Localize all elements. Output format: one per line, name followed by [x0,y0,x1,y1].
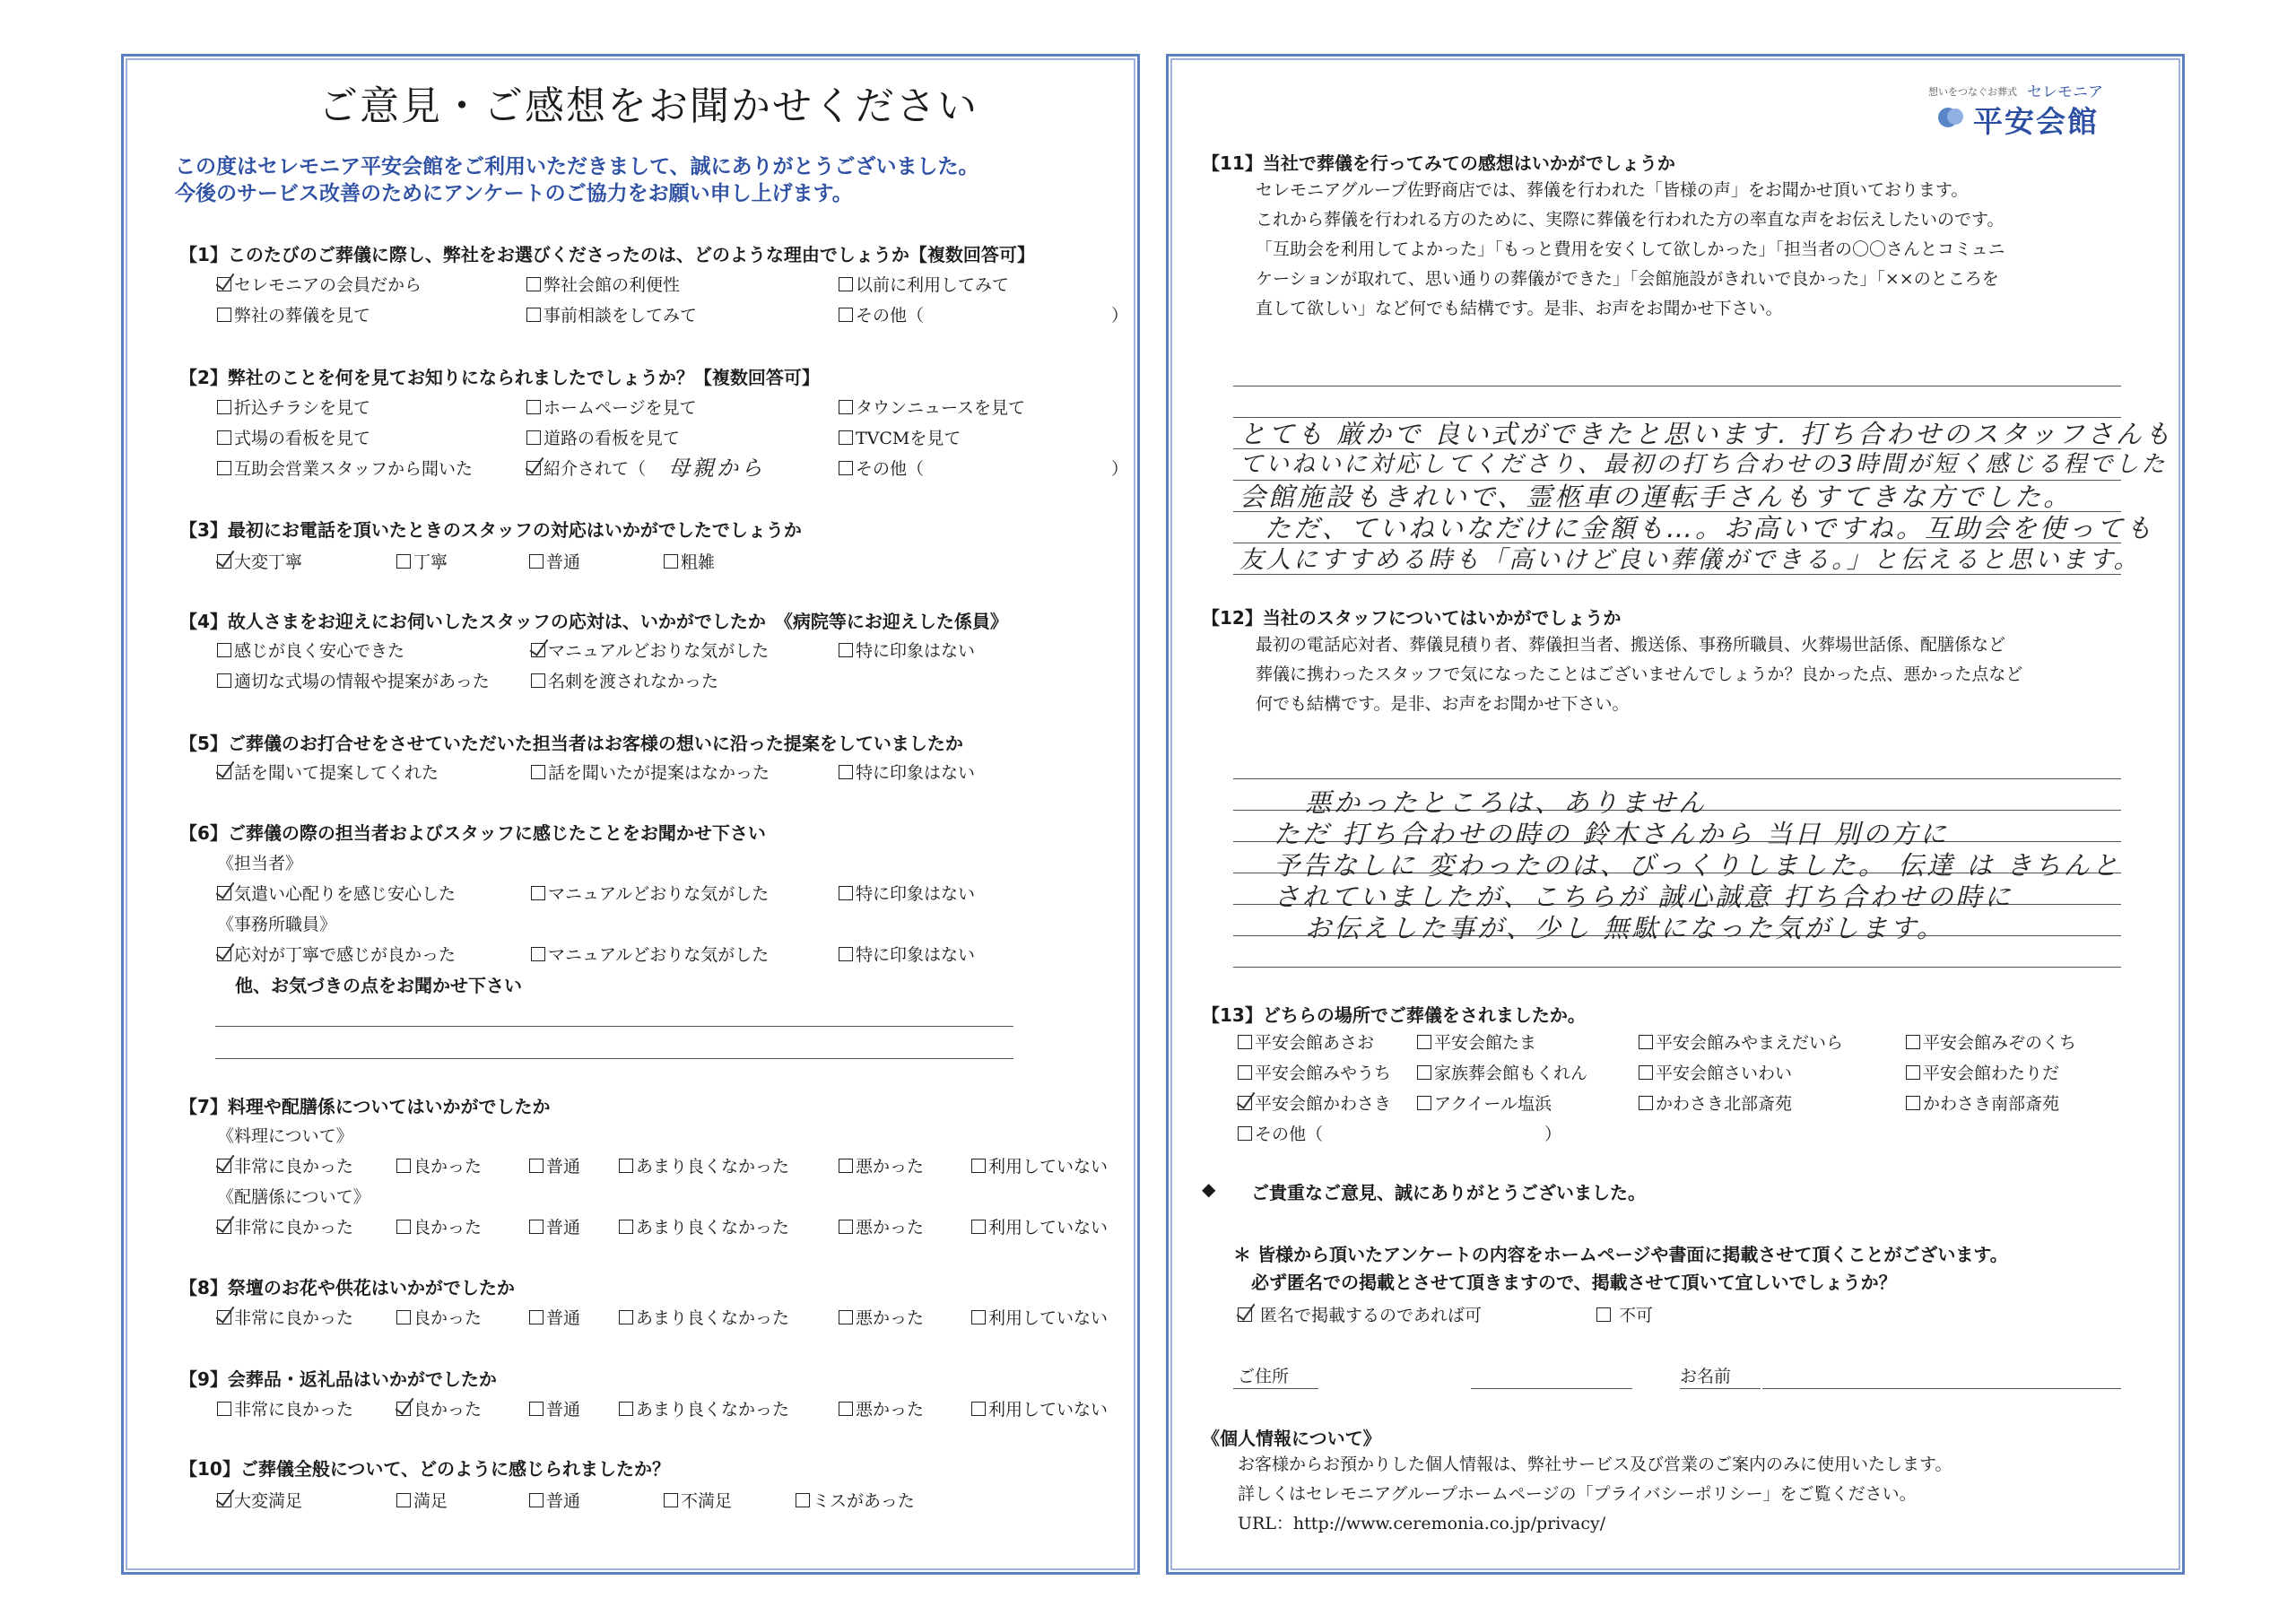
q4-option-reassuring[interactable]: 感じが良く安心できた [217,638,404,662]
q6-office-option-polite[interactable]: 応対が丁寧で感じが良かった [217,942,456,966]
q2-option-other[interactable]: その他（ ） [839,456,1128,480]
question-3: 【3】最初にお電話を頂いたときのスタッフの対応はいかがでしたでしょうか [179,519,802,541]
q7-food-not-used[interactable]: 利用していない [971,1153,1108,1177]
question-10: 【10】ご葬儀全般について、どのように感じられましたか？ [179,1458,671,1480]
q10-mistake[interactable]: ミスがあった [796,1488,915,1512]
q2-option-road-sign[interactable]: 道路の看板を見て [526,425,680,449]
q9-normal[interactable]: 普通 [529,1396,580,1420]
q5-option-listened-proposed[interactable]: 話を聞いて提案してくれた [217,760,439,784]
q1-option-member[interactable]: セレモニアの会員だから [217,272,422,296]
q7-sub-serving: 《配膳係について》 [217,1187,370,1207]
checkbox[interactable] [839,1402,853,1416]
name-label: お名前 [1680,1367,1732,1386]
checkbox[interactable] [529,1159,544,1173]
checkbox[interactable] [1238,1126,1252,1141]
checkbox[interactable] [217,461,231,475]
question-12: 【12】当社のスタッフについてはいかがでしょうか [1202,607,1622,629]
checkbox[interactable] [664,1493,678,1507]
q6-staff-option-no-impression[interactable]: 特に印象はない [839,881,975,905]
q13-option-miyauchi[interactable]: 平安会館みやうち [1238,1060,1391,1084]
question-11: 【11】当社で葬儀を行ってみての感想はいかがでしょうか [1202,152,1675,174]
q12-handwriting-2: ただ 打ち合わせの時の 鈴木さんから 当日 別の方に [1274,819,1949,849]
checkbox[interactable] [217,1402,231,1416]
checkbox[interactable] [839,1159,853,1173]
checkbox[interactable] [526,308,541,322]
checkbox[interactable] [396,1493,411,1507]
q7-serving-good[interactable]: 良かった [396,1214,482,1238]
q6-other-label: 他、お気づきの点をお聞かせ下さい [235,975,522,996]
checkbox[interactable] [396,554,411,569]
q1-option-seen-funeral[interactable]: 弊社の葬儀を見て [217,302,370,326]
q3-option-normal[interactable]: 普通 [529,549,580,573]
checkbox[interactable] [217,643,231,657]
checkbox[interactable] [664,554,678,569]
checkbox[interactable] [217,886,231,900]
survey-title: ご意見・ご感想をお聞かせください [318,83,978,129]
q10-satisfied[interactable]: 満足 [396,1488,448,1512]
checkbox[interactable] [619,1159,633,1173]
q5-option-no-impression[interactable]: 特に印象はない [839,760,975,784]
q13-option-accueil[interactable]: アクイール塩浜 [1417,1090,1552,1115]
publish-note-1: ＊ 皆様から頂いたアンケートの内容をホームページや書面に掲載させて頂くことがございます。 [1233,1244,2008,1265]
q4-option-good-info[interactable]: 適切な式場の情報や提案があった [217,668,490,692]
checkbox[interactable] [217,1159,231,1173]
q9-not-good[interactable]: あまり良くなかった [619,1396,789,1420]
q11-handwriting-5: 友人にすすめる時も「高いけど良い葬儀ができる。」と伝えると思います。 [1239,546,2141,574]
q5-option-no-proposal[interactable]: 話を聞いたが提案はなかった [531,760,770,784]
privacy-url[interactable]: URL：http://www.ceremonia.co.jp/privacy/ [1238,1514,1606,1533]
checkbox[interactable] [1639,1096,1653,1110]
question-13: 【13】どちらの場所でご葬儀をされましたか。 [1202,1004,1586,1026]
checkbox[interactable] [1596,1307,1611,1322]
q13-option-kawasaki[interactable]: 平安会館かわさき [1238,1090,1391,1115]
question-7: 【7】料理や配膳係についてはいかがでしたか [179,1096,551,1117]
q13-option-tama[interactable]: 平安会館たま [1417,1029,1536,1054]
q12-handwriting-3: 予告なしに 変わったのは、びっくりしました。 伝達 は きちんと [1274,850,2121,881]
checkbox[interactable] [839,1220,853,1234]
checkbox[interactable] [839,400,853,414]
q4-option-no-card[interactable]: 名刺を渡されなかった [531,668,718,692]
q10-normal[interactable]: 普通 [529,1488,580,1512]
checkbox[interactable] [529,1493,544,1507]
checkbox[interactable] [217,308,231,322]
checkbox[interactable] [839,461,853,475]
q13-option-north-saien[interactable]: かわさき北部斎苑 [1639,1090,1792,1115]
checkbox[interactable] [531,947,545,961]
checkbox[interactable] [839,947,853,961]
checkbox[interactable] [1238,1065,1252,1080]
checkbox[interactable] [396,1220,411,1234]
checkbox[interactable] [1417,1065,1431,1080]
checkbox[interactable] [529,1220,544,1234]
q7-food-not-good[interactable]: あまり良くなかった [619,1153,789,1177]
intro-line-2: 今後のサービス改善のためにアンケートのご協力をお願い申し上げます。 [175,182,853,205]
checkbox[interactable] [1906,1096,1920,1110]
checkbox[interactable] [531,765,545,779]
q7-serving-very-good[interactable]: 非常に良かった [217,1214,353,1238]
q6-office-option-manual[interactable]: マニュアルどおりな気がした [531,942,769,966]
checkbox[interactable] [217,277,231,291]
q4-option-no-impression[interactable]: 特に印象はない [839,638,975,662]
q12-handwriting-5: お伝えした事が、少し 無駄になった気がします。 [1305,913,1945,943]
q13-option-south-saien[interactable]: かわさき南部斎苑 [1906,1090,2059,1115]
q11-handwriting-3: 会館施設もきれいで、霊柩車の運転手さんもすてきな方でした。 [1239,482,2073,512]
q8-good[interactable]: 良かった [396,1305,482,1329]
q2-option-flyer[interactable]: 折込チラシを見て [217,395,370,419]
question-9: 【9】会葬品・返礼品はいかがでしたか [179,1368,497,1390]
checkbox[interactable] [619,1310,633,1324]
question-8: 【8】祭壇のお花や供花はいかがでしたか [179,1277,515,1298]
q11-handwriting-2: ていねいに対応してくださり、最初の打ち合わせの3時間が短く感じる程でした [1239,451,2168,478]
checkbox[interactable] [217,673,231,688]
q9-not-used[interactable]: 利用していない [971,1396,1108,1420]
checkbox[interactable] [971,1402,986,1416]
q1-option-previous[interactable]: 以前に利用してみて [839,272,1009,296]
q8-normal[interactable]: 普通 [529,1305,580,1329]
q6-comment-line-1[interactable] [215,1026,1013,1027]
checkbox[interactable] [526,400,541,414]
checkbox[interactable] [796,1493,810,1507]
checkbox[interactable] [1238,1307,1252,1322]
checkbox[interactable] [839,1310,853,1324]
checkbox[interactable] [971,1159,986,1173]
checkbox[interactable] [217,947,231,961]
checkbox[interactable] [619,1220,633,1234]
q6-comment-line-2[interactable] [215,1058,1013,1059]
q7-food-normal[interactable]: 普通 [529,1153,580,1177]
publish-note-2: 必ず匿名での掲載とさせて頂きますので、掲載させて頂いて宜しいでしょうか？ [1251,1272,1897,1293]
q4-option-manual[interactable]: マニュアルどおりな気がした [531,638,769,662]
checkbox[interactable] [839,308,853,322]
q10-very-satisfied[interactable]: 大変満足 [217,1488,302,1512]
q9-good[interactable]: 良かった [396,1396,482,1420]
q6-office-option-no-impression[interactable]: 特に印象はない [839,942,975,966]
checkbox[interactable] [1906,1065,1920,1080]
thanks-message: ご貴重なご意見、誠にありがとうございました。 [1251,1182,1646,1203]
privacy-title: 《個人情報について》 [1202,1428,1381,1449]
q13-option-miyamaedaira[interactable]: 平安会館みやまえだいら [1639,1029,1843,1054]
question-6: 【6】ご葬儀の際の担当者およびスタッフに感じたことをお聞かせ下さい [179,822,766,844]
checkbox[interactable] [839,765,853,779]
q8-not-used[interactable]: 利用していない [971,1305,1108,1329]
checkbox[interactable] [1639,1065,1653,1080]
checkbox[interactable] [217,554,231,569]
checkbox[interactable] [1238,1035,1252,1049]
q13-option-asao[interactable]: 平安会館あさお [1238,1029,1374,1054]
checkbox[interactable] [619,1402,633,1416]
q7-serving-not-used[interactable]: 利用していない [971,1214,1108,1238]
q13-option-other[interactable]: その他（ ） [1238,1121,1561,1145]
q7-serving-bad[interactable]: 悪かった [839,1214,924,1238]
q12-handwriting-1: 悪かったところは、ありません [1305,787,1708,818]
q1-option-convenience[interactable]: 弊社会館の利便性 [526,272,680,296]
checkbox[interactable] [839,277,853,291]
q13-option-wataruda[interactable]: 平安会館わたりだ [1906,1060,2059,1084]
question-2: 【2】弊社のことを何を見てお知りになられましたでしょうか？【複数回答可】 [179,367,820,388]
checkbox[interactable] [1906,1035,1920,1049]
q2-option-tvcm[interactable]: TVCMを見て [839,425,961,449]
publish-not-ok[interactable]: 不可 [1596,1302,1653,1326]
checkbox[interactable] [217,1493,231,1507]
checkbox[interactable] [1417,1035,1431,1049]
q7-serving-normal[interactable]: 普通 [529,1214,580,1238]
q11-description: セレモニアグループ佐野商店では、葬儀を行われた「皆様の声」をお聞かせ頂いております。 これから葬儀を行われる方のために、実際に葬儀を行われた方の率直な声をお伝えしたいのです。 「互助会を利用してよかった」「もっと費用を安くして欲しかった」「担当者の〇〇さんとコミュニ ケーションが取れて、思い通りの葬儀ができた」「会館施設がきれいで良かった」「××のところを 直して欲しい」など何でも結構です。是非、お声をお聞かせ下さい。 [1256,180,2005,318]
q3-option-rough[interactable]: 粗雑 [664,549,715,573]
address-label: ご住所 [1238,1367,1290,1386]
checkbox[interactable] [971,1220,986,1234]
checkbox[interactable] [1417,1096,1431,1110]
q12-description: 最初の電話応対者、葬儀見積り者、葬儀担当者、搬送係、事務所職員、火葬場世話係、配膳係など 葬儀に携わったスタッフで気になったことはございませんでしょうか？良かった点、悪かった点など 何でも結構です。是非、お声をお聞かせ下さい。 [1256,635,2023,714]
q9-bad[interactable]: 悪かった [839,1396,924,1420]
checkbox[interactable] [531,886,545,900]
q2-option-hall-sign[interactable]: 式場の看板を見て [217,425,370,449]
q6-staff-option-manual[interactable]: マニュアルどおりな気がした [531,881,769,905]
checkbox[interactable] [396,1310,411,1324]
q1-option-other[interactable]: その他（ ） [839,302,1128,326]
logo-mark-icon [1935,102,1966,133]
question-1: 【1】このたびのご葬儀に際し、弊社をお選びくださったのは、どのような理由でしょうか【複数回答可】 [179,244,1035,265]
q6-sub-office: 《事務所職員》 [217,915,337,934]
question-5: 【5】ご葬儀のお打合せをさせていただいた担当者はお客様の想いに沿った提案をしていましたか [179,733,963,754]
checkbox[interactable] [217,430,231,445]
checkbox[interactable] [217,1220,231,1234]
question-4: 【4】故人さまをお迎えにお伺いしたスタッフの応対は、いかがでしたか 《病院等にお迎えした係員》 [179,611,1008,632]
q7-sub-food: 《料理について》 [217,1126,353,1146]
q8-not-good[interactable]: あまり良くなかった [619,1305,789,1329]
checkbox[interactable] [531,643,545,657]
q6-staff-option-caring[interactable]: 気遣い心配りを感じ安心した [217,881,456,905]
privacy-text: お客様からお預かりした個人情報は、弊社サービス及び営業のご案内のみに使用いたします。 詳しくはセレモニアグループホームページの「プライバシーポリシー」をご覧ください。 URL：http://www.ceremonia.co.jp/privacy/ [1238,1450,1952,1539]
checkbox[interactable] [839,643,853,657]
checkbox[interactable] [217,1310,231,1324]
name-field[interactable] [1762,1388,2121,1389]
checkbox[interactable] [526,461,541,475]
q8-bad[interactable]: 悪かった [839,1305,924,1329]
q1-option-consult[interactable]: 事前相談をしてみて [526,302,697,326]
q13-option-mokuren[interactable]: 家族葬会館もくれん [1417,1060,1587,1084]
checkbox[interactable] [396,1159,411,1173]
q2-option-homepage[interactable]: ホームページを見て [526,395,697,419]
checkbox[interactable] [531,673,545,688]
q10-dissatisfied[interactable]: 不満足 [664,1488,732,1512]
q2-option-staff[interactable]: 互助会営業スタッフから聞いた [217,456,473,480]
checkbox[interactable] [1639,1035,1653,1049]
checkbox[interactable] [526,430,541,445]
checkbox[interactable] [217,400,231,414]
q3-option-very-polite[interactable]: 大変丁寧 [217,549,302,573]
checkbox[interactable] [1238,1096,1252,1110]
q2-option-referral[interactable]: 紹介されて（ [526,456,646,480]
q6-sub-staff: 《担当者》 [217,854,303,873]
checkbox[interactable] [529,1402,544,1416]
publish-anonymous-ok[interactable]: 匿名で掲載するのであれば可 [1238,1302,1482,1326]
address-field[interactable] [1471,1388,1632,1389]
checkbox[interactable] [971,1310,986,1324]
q7-food-good[interactable]: 良かった [396,1153,482,1177]
checkbox[interactable] [839,886,853,900]
q8-very-good[interactable]: 非常に良かった [217,1305,353,1329]
intro-line-1: この度はセレモニア平安会館をご利用いただきまして、誠にありがとうございました。 [175,155,979,178]
checkbox[interactable] [839,430,853,445]
q2-option-town-news[interactable]: タウンニュースを見て [839,395,1025,419]
q7-food-very-good[interactable]: 非常に良かった [217,1153,353,1177]
q12-handwriting-4: されていましたが、こちらが 誠心誠意 打ち合わせの時に [1274,881,2013,912]
q9-very-good[interactable]: 非常に良かった [217,1396,353,1420]
checkbox[interactable] [217,765,231,779]
q7-food-bad[interactable]: 悪かった [839,1153,924,1177]
q13-option-saiwai[interactable]: 平安会館さいわい [1639,1060,1792,1084]
checkbox[interactable] [396,1402,411,1416]
q2-referral-handwriting: 母親から [668,456,765,481]
q11-handwriting-4: ただ、ていねいなだけに金額も…。お高いですね。互助会を使っても [1265,513,2155,543]
diamond-icon: ◆ [1202,1178,1216,1200]
q7-serving-not-good[interactable]: あまり良くなかった [619,1214,789,1238]
checkbox[interactable] [529,554,544,569]
checkbox[interactable] [526,277,541,291]
q3-option-polite[interactable]: 丁寧 [396,549,448,573]
q13-option-mizonokuchi[interactable]: 平安会館みぞのくち [1906,1029,2076,1054]
company-logo: 想いをつなぐお葬式 セレモニア 平安会館 [1928,83,2103,139]
checkbox[interactable] [529,1310,544,1324]
q11-handwriting-1: とても 厳かで 良い式ができたと思います. 打ち合わせのスタッフさんも [1239,419,2173,449]
